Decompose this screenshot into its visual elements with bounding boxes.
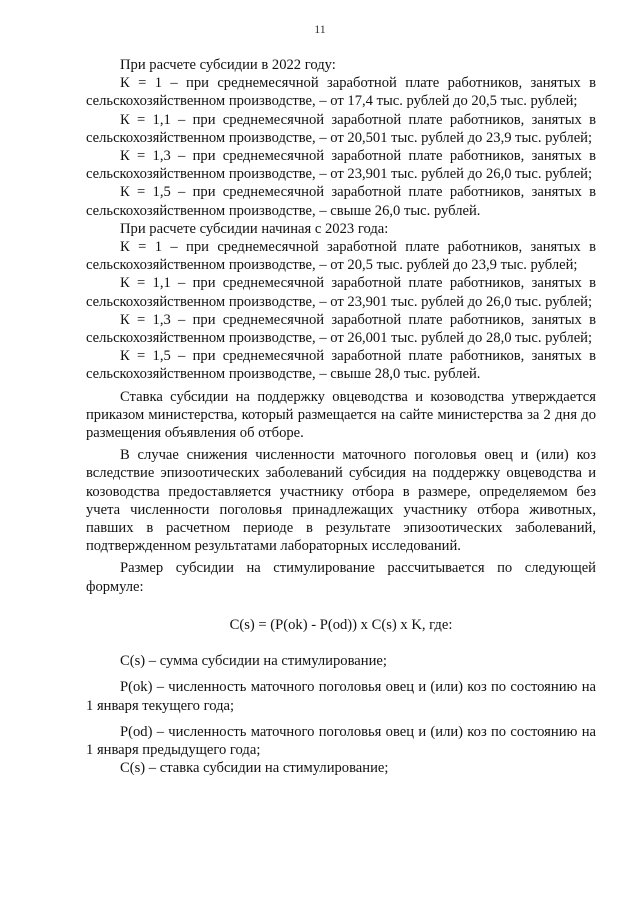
document-body xyxy=(86,56,596,777)
paragraph-2022-k1-1: К = 1,1 – при среднемесячной заработной плате работников, занятых в сельскохозяйственном производстве, – от 20,501 тыс. рублей до 23,9 тыс. рублей; xyxy=(86,111,596,146)
paragraph-2023-k1-5: К = 1,5 – при среднемесячной заработной плате работников, занятых в сельскохозяйственном производстве, – свыше 28,0 тыс. рублей. xyxy=(86,348,596,383)
paragraph-reduction: В случае снижения численности маточного поголовья овец и (или) коз вследствие эпизоотических заболеваний субсидия на поддержку овцеводства и козоводства предоставляется участнику отбора в размере, определяемом без учета численности поголовья принадлежащих участнику отбора животных, павших в расчетном периоде в результате эпизоотических заболеваний, подтвержденном результатами лабораторных исследований. xyxy=(86,447,596,555)
definition-pod: P(od) – численность маточного поголовья овец и (или) коз по состоянию на 1 января предыдущего года; xyxy=(86,723,596,758)
paragraph-2023-heading: При расчете субсидии начиная с 2023 года: xyxy=(120,220,389,237)
formula: C(s) = (P(ok) - P(od)) x C(s) x K, где: xyxy=(229,616,453,633)
paragraph-rate: Ставка субсидии на поддержку овцеводства и козоводства утверждается приказом министерства, который размещается на сайте министерства за 2 дня до размещения объявления об отборе. xyxy=(86,388,596,442)
paragraph-2022-k1-3: К = 1,3 – при среднемесячной заработной плате работников, занятых в сельскохозяйственном производстве, – от 23,901 тыс. рублей до 26,0 тыс. рублей; xyxy=(86,148,596,183)
page-number: 11 xyxy=(314,22,326,36)
paragraph-2022-k1-5: К = 1,5 – при среднемесячной заработной плате работников, занятых в сельскохозяйственном производстве, – свыше 26,0 тыс. рублей. xyxy=(86,184,596,219)
paragraph-formula-intro: Размер субсидии на стимулирование рассчитывается по следующей формуле: xyxy=(86,560,596,595)
definition-pok: P(ok) – численность маточного поголовья овец и (или) коз по состоянию на 1 января текущего года; xyxy=(86,679,596,714)
definition-cs-rate: C(s) – ставка субсидии на стимулирование; xyxy=(120,760,389,777)
paragraph-2022-heading: При расчете субсидии в 2022 году: xyxy=(120,57,336,73)
paragraph-2022-k1: К = 1 – при среднемесячной заработной плате работников, занятых в сельскохозяйственном производстве, – от 17,4 тыс. рублей до 20,5 тыс. рублей; xyxy=(86,75,596,110)
paragraph-2023-k1-1: К = 1,1 – при среднемесячной заработной плате работников, занятых в сельскохозяйственном производстве, – от 23,901 тыс. рублей до 26,0 тыс. рублей; xyxy=(86,275,596,310)
definition-cs-sum: C(s) – сумма субсидии на стимулирование; xyxy=(120,653,387,670)
paragraph-2023-k1: К = 1 – при среднемесячной заработной плате работников, занятых в сельскохозяйственном производстве, – от 20,5 тыс. рублей до 23,9 тыс. рублей; xyxy=(86,239,596,274)
paragraph-2023-k1-3: К = 1,3 – при среднемесячной заработной плате работников, занятых в сельскохозяйственном производстве, – от 26,001 тыс. рублей до 28,0 тыс. рублей; xyxy=(86,311,596,347)
